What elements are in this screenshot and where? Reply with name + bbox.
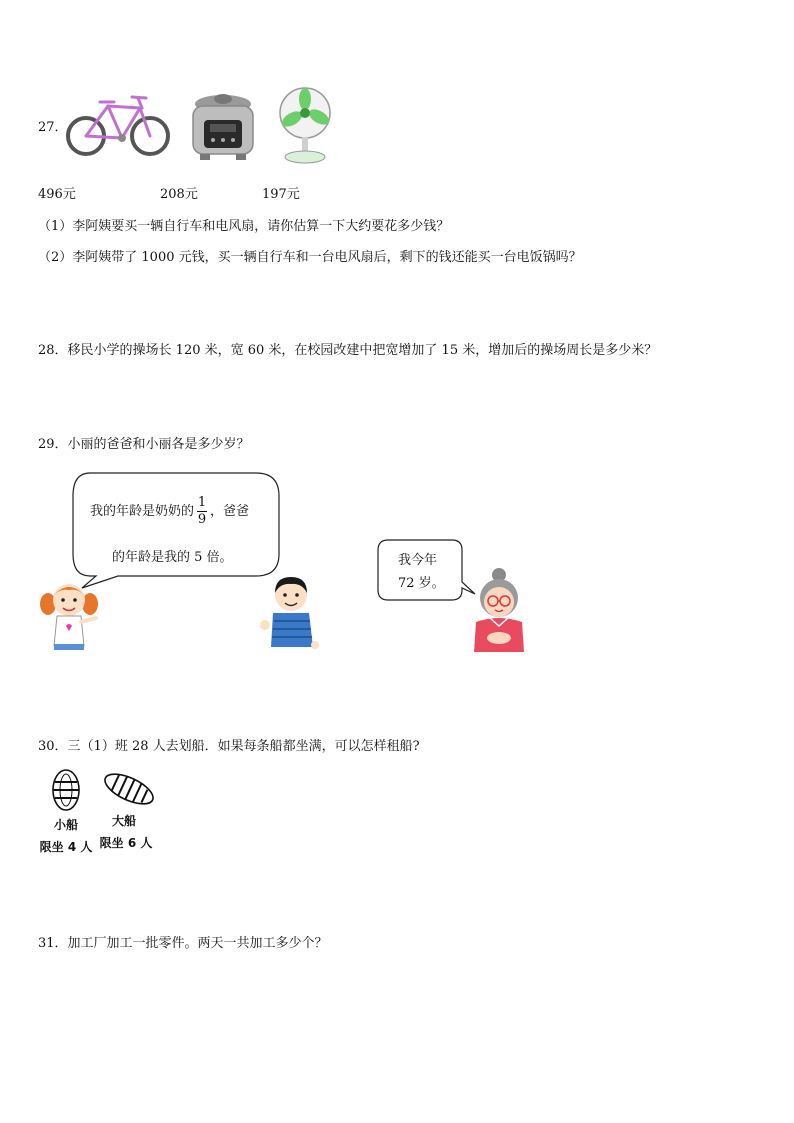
small-boat-label: 小船 <box>53 818 78 832</box>
q27-part2: （2）李阿姨带了 1000 元钱，买一辆自行车和一台电风扇后，剩下的钱还能买一台电饭锅吗？ <box>38 250 582 265</box>
big-boat-label: 大船 <box>111 814 136 828</box>
rice-cooker-price: 208元 <box>160 187 198 202</box>
small-boat-icon <box>48 768 84 812</box>
girl-speech-bubble <box>60 470 284 592</box>
fraction-one-ninth <box>197 496 207 527</box>
q27-part1: （1）李阿姨要买一辆自行车和电风扇，请你估算一下大约要花多少钱？ <box>38 219 450 234</box>
fraction-denominator: 9 <box>197 512 207 527</box>
girl-bubble-text-b: ，爸爸 <box>210 504 250 519</box>
q27-number: 27． <box>38 120 68 135</box>
fraction-numerator: 1 <box>197 495 207 510</box>
q28-text: 28．移民小学的操场长 120 米，宽 60 米，在校园改建中把宽增加了 15 米，增加后的操场周长是多少米？ <box>38 343 658 358</box>
q29-text: 29．小丽的爸爸和小丽各是多少岁？ <box>38 437 250 452</box>
grandma-bubble-line2: 72 岁。 <box>398 576 445 591</box>
girl-bubble-text-a: 我的年龄是奶奶的 <box>90 504 195 519</box>
big-boat-icon <box>100 770 158 808</box>
grandma-speech-bubble <box>374 538 478 604</box>
q30-text: 30．三（1）班 28 人去划船．如果每条船都坐满，可以怎样租船? <box>38 739 420 754</box>
q31-text: 31．加工厂加工一批零件。两天一共加工多少个？ <box>38 936 328 951</box>
small-boat-limit: 限坐 4 人 <box>39 840 93 854</box>
grandma-illustration <box>468 566 530 654</box>
fan-price: 197元 <box>262 187 300 202</box>
grandma-bubble-line1: 我今年 <box>398 553 438 568</box>
electric-fan-image <box>278 85 334 167</box>
girl-illustration <box>38 578 100 652</box>
father-illustration <box>258 575 320 653</box>
big-boat-limit: 限坐 6 人 <box>99 836 153 850</box>
girl-bubble-line2: 的年龄是我的 5 倍。 <box>112 550 233 565</box>
bicycle-price: 496元 <box>38 187 76 202</box>
rice-cooker-image <box>188 90 258 164</box>
girl-bubble-line1 <box>90 496 249 527</box>
bicycle-image <box>66 92 172 160</box>
